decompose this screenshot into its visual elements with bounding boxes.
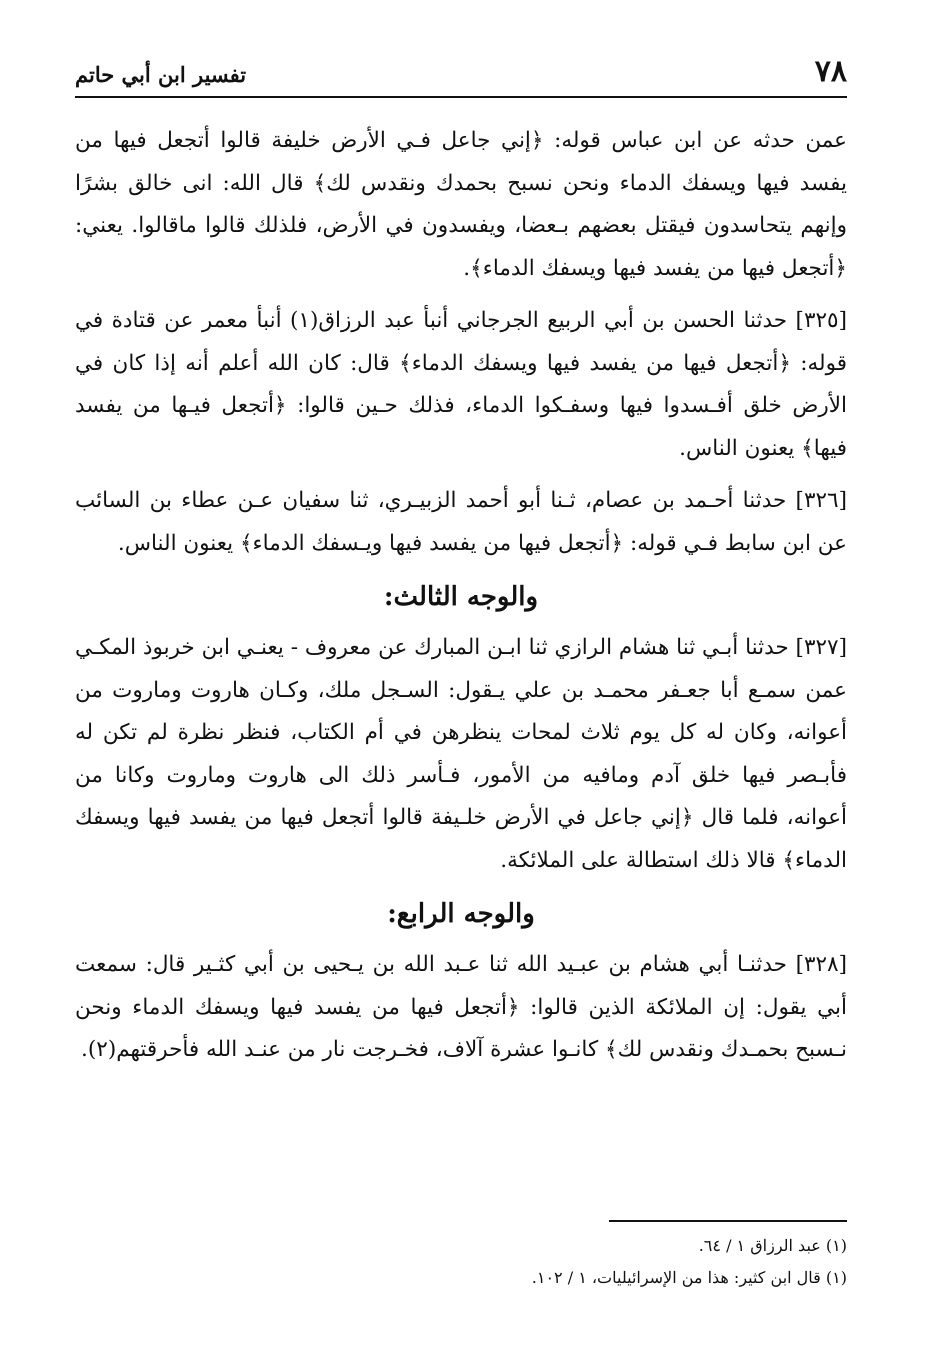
- footnotes: [147, 1230, 847, 1294]
- paragraph-328: [٣٢٨] حدثنـا أبي هشام بن عبـيد الله ثنا عـبد الله بن يـحيى بن أبي كثـير قال: سمعت أبي يقول: إن الملائكة الذين قالوا: ﴿أتجعل فيها من يفسد فيها ويسفك الدماء ونحن نـسبح بحمـدك ونقدس لك﴾ كانـوا عشرة آلاف، فخـرجت نار من عنـد الله فأحرقتهم(٢).: [75, 952, 847, 1062]
- paragraph-326: [٣٢٦] حدثنا أحـمد بن عصام، ثـنا أبو أحمد الزبيـري، ثنا سفيان عـن عطاء بن السائب عن ابن سابط فـي قوله: ﴿أتجعل فيها من يفسد فيها ويـسفك الدماء﴾ يعنون الناس.: [75, 488, 847, 556]
- footnote-2: (١) قال ابن كثير: هذا من الإسرائيليات، ١ / ١٠٢.: [531, 1268, 847, 1287]
- section-heading-third: والوجه الثالث:: [383, 582, 539, 612]
- page-number: ٧٨: [814, 54, 847, 89]
- footnote-divider: [609, 1220, 847, 1222]
- running-title: تفسير ابن أبي حاتم: [75, 62, 247, 87]
- paragraph-327: [٣٢٧] حدثنا أبـي ثنا هشام الرازي ثنا ابـن المبارك عن معروف - يعنـي ابن خربوذ المكـي عمن سمـع أبا جعـفر محمـد بن علي يـقول: السـجل ملك، وكـان هاروت وماروت من أعوانه، وكان له كل يوم ثلاث لمحات ينظرهن في أم الكتاب، فنظر نظرة لم تكن له فأبـصر فيها خلق آدم ومافيه من الأمور، فـأسر ذلك الى هاروت وماروت وكانا من أعوانه، فلما قال ﴿إني جاعل في الأرض خلـيفة قالوا أتجعل فيها من يفسد فيها ويسفك الدماء﴾ قالا ذلك استطالة على الملائكة.: [75, 635, 847, 873]
- paragraph-325: [٣٢٥] حدثنا الحسن بن أبي الربيع الجرجاني أنبأ عبد الرزاق(١) أنبأ معمر عن قتادة في قوله: ﴿أتجعل فيها من يفسد فيها ويسفك الدماء﴾ قال: كان الله أعلم أنه إذا كان في الأرض خلق أفـسدوا فيها وسفـكوا الدماء، فذلك حـين قالوا: ﴿أتجعل فيـها من يفسد فيها﴾ يعنون الناس.: [75, 308, 847, 461]
- footnote-1: (١) عبد الرزاق ١ / ٦٤.: [698, 1236, 847, 1255]
- page-header: [75, 52, 847, 98]
- section-heading-fourth: والوجه الرابع:: [387, 899, 535, 929]
- paragraph-opening: عمن حدثه عن ابن عباس قوله: ﴿إني جاعل فـي الأرض خليفة قالوا أتجعل فيها من يفسد فيها ويسفك الدماء ونحن نسبح بحمدك ونقدس لك﴾ قال الله: انى خالق بشرًا وإنهم يتحاسدون فيقتل بعضهم بـعضا، ويفسدون في الأرض، فلذلك قالوا ماقالوا. يعني: ﴿أتجعل فيها من يفسد فيها ويسفك الدماء﴾.: [75, 128, 847, 281]
- main-text: [75, 120, 847, 1082]
